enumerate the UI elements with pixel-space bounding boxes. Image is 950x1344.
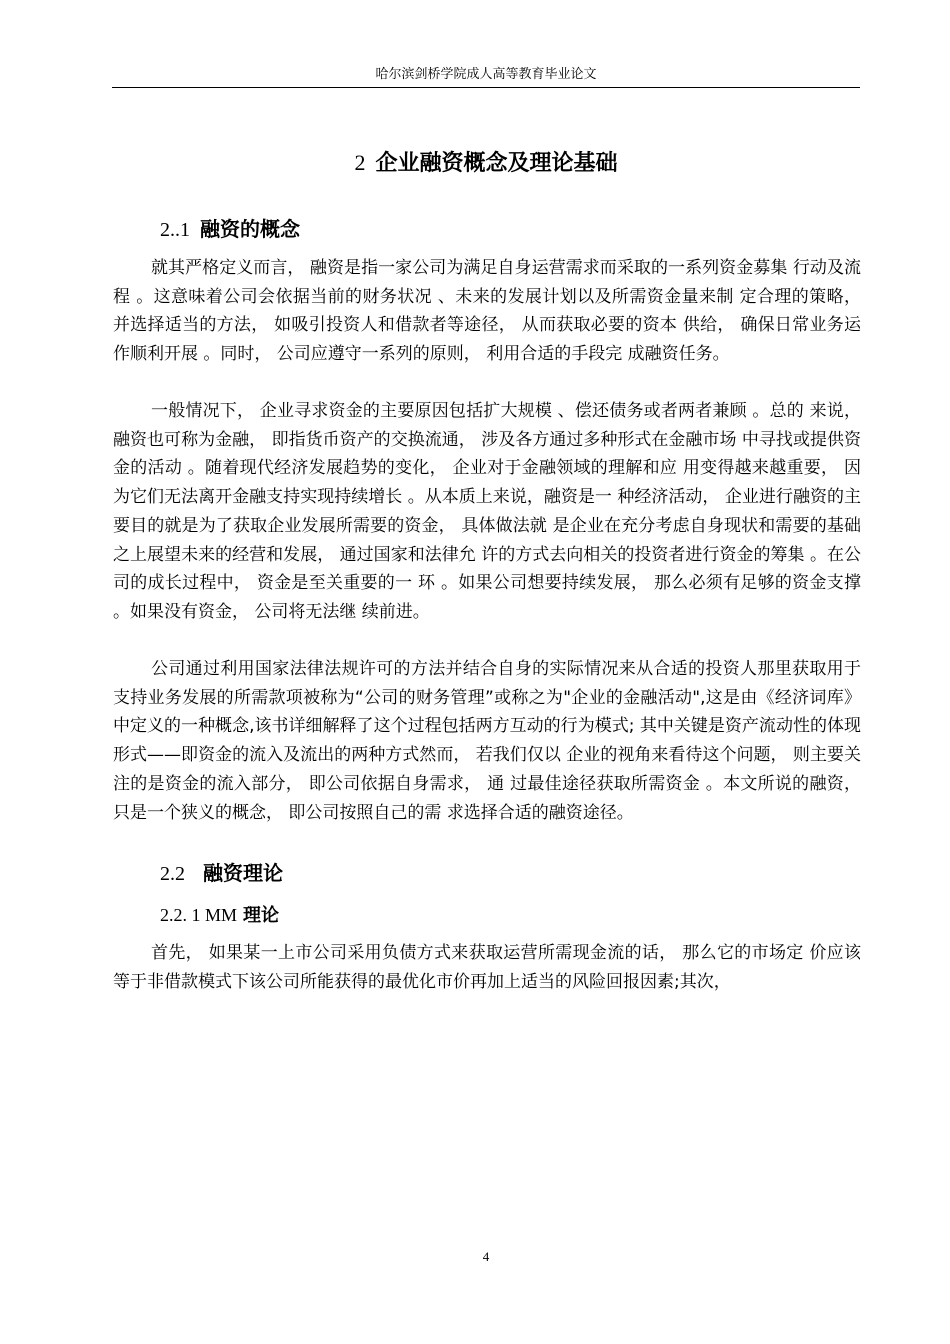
page-header: 哈尔滨剑桥学院成人高等教育毕业论文 — [375, 67, 597, 82]
section-heading-2-2 — [160, 859, 283, 888]
paragraph-1: 就其严格定义而言， 融资是指一家公司为满足自身运营需求而采取的一系列资金募集 行动及流程 。这意味着公司会依据当前的财务状况 、未来的发展计划以及所需资金量来制 定合理的策略， 并选择适当的方法， 如吸引投资人和借款者等途径， 从而获取必要的资本 供给， 确保日常业务运作顺利开展 。同时， 公司应遵守一系列的原则， 利用合适的手段完 成融资任务。 — [113, 258, 861, 365]
chapter-number: 2 — [354, 150, 366, 175]
subsection-title: 理论 — [243, 905, 280, 926]
chapter-title — [112, 148, 860, 179]
page-number: 4 — [482, 1249, 490, 1264]
chapter-title-text: 企业融资概念及理论基础 — [375, 151, 618, 176]
section-number: 2.2 — [160, 863, 185, 885]
subsection-heading-2-2-1 — [160, 902, 279, 929]
paragraph-3: 公司通过利用国家法律法规许可的方法并结合自身的实际情况来从合适的投资人那里获取用于支持业务发展的所需款项被称为“公司的财务管理”或称之为"企业的金融活动",这是由《经济词库》中定义的一种概念,该书详细解释了这个过程包括两方互动的行为模式; 其中关键是资产流动性的体现形式——即资金的流入及流出的两种方式然而， 若我们仅以 企业的视角来看待这个问题， 则主要关注的是资金的流入部分， 即公司依据自身需求， 通 过最佳途径获取所需资金 。本文所说的融资， 只是一个狭义的概念， 即公司按照自己的需 求选择合适的融资途径。 — [113, 659, 861, 823]
header-divider — [112, 87, 860, 88]
paragraph-2: 一般情况下， 企业寻求资金的主要原因包括扩大规模 、偿还债务或者两者兼顾 。总的 来说， 融资也可称为金融， 即指货币资产的交换流通， 涉及各方通过多种形式在金融市场 中寻找或提供资金的活动 。随着现代经济发展趋势的变化， 企业对于金融领域的理解和应 用变得越来越重要， 因为它们无法离开金融支持实现持续增长 。从本质上来说，融资是一 种经济活动， 企业进行融资的主要目的就是为了获取企业发展所需要的资金， 具体做法就 是企业在充分考虑自身现状和需要的基础之上展望未来的经营和发展， 通过国家和法律允 许的方式去向相关的投资者进行资金的筹集 。在公司的成长过程中， 资金是至关重要的一 环 。如果公司想要持续发展， 那么必须有足够的资金支撑 。如果没有资金， 公司将无法继 续前进。 — [113, 401, 861, 622]
paragraph-4: 首先， 如果某一上市公司采用负债方式来获取运营所需现金流的话， 那么它的市场定 价应该等于非借款模式下该公司所能获得的最优化市价再加上适当的风险回报因素;其次， — [113, 943, 861, 992]
section-title: 融资的概念 — [200, 217, 300, 241]
section-heading-2-1 — [160, 215, 300, 244]
section-number: 2..1 — [160, 219, 190, 241]
subsection-number: 2.2. 1 MM — [160, 905, 238, 925]
section-title: 融资理论 — [203, 861, 283, 885]
